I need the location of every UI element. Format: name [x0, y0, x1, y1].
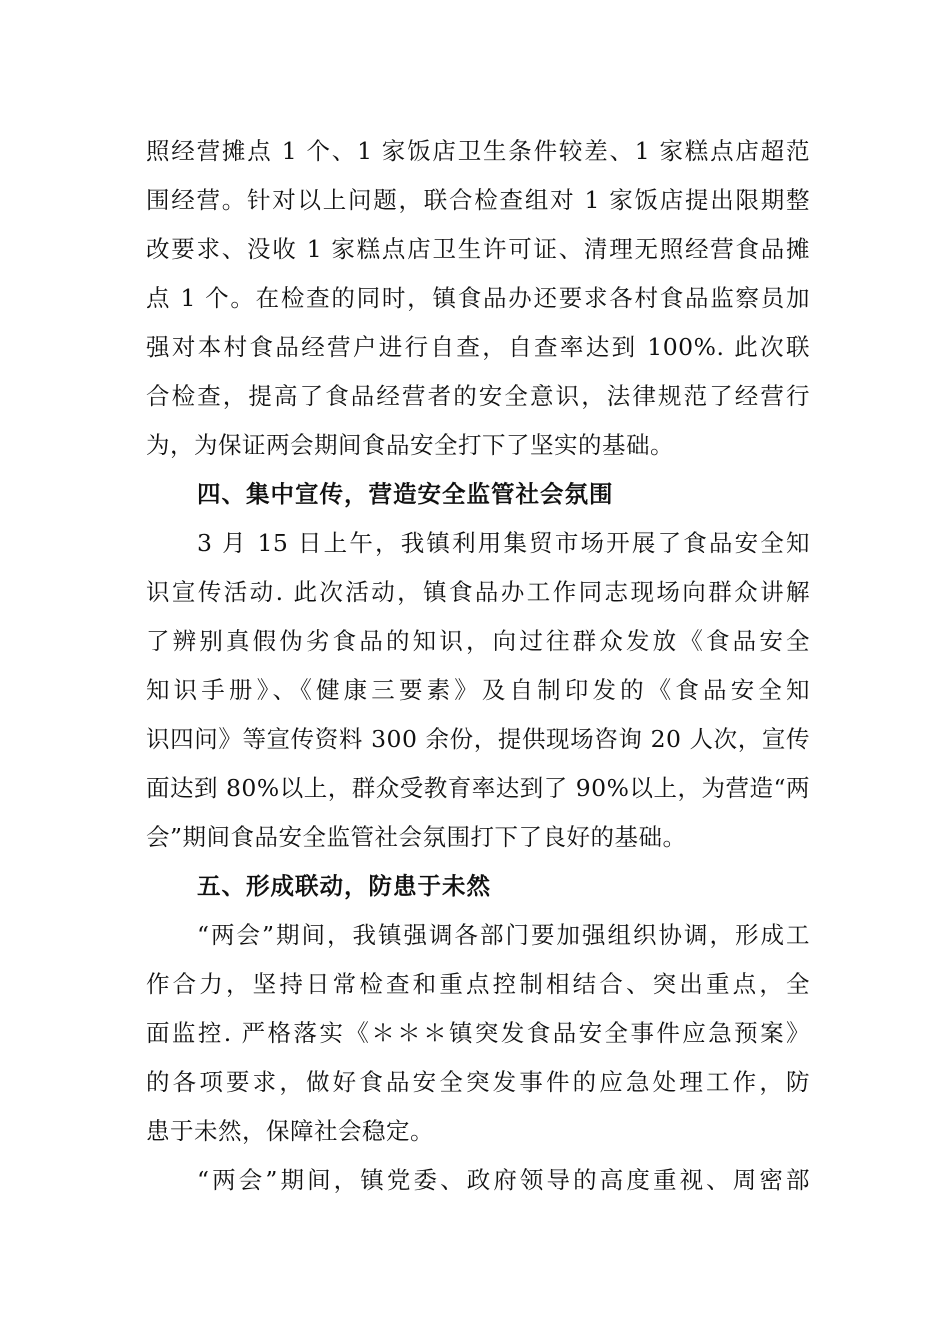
text-line: 为，为保证两会期间食品安全打下了坚实的基础。 [146, 431, 674, 459]
paragraph-publicity [146, 519, 810, 862]
text-line: 3 月 15 日上午，我镇利用集贸市场开展了食品安全知 [197, 529, 810, 557]
text-line: 会”期间食品安全监管社会氛围打下了良好的基础。 [146, 823, 687, 851]
text-line: 合检查，提高了食品经营者的安全意识，法律规范了经营行 [146, 382, 810, 410]
text-line: 照经营摊点 1 个、1 家饭店卫生条件较差、1 家糕点店超范 [146, 137, 810, 165]
text-line: 改要求、没收 1 家糕点店卫生许可证、清理无照经营食品摊 [146, 235, 810, 263]
section-heading-publicity: 四、集中宣传，营造安全监管社会氛围 [197, 480, 614, 508]
text-line: 了辨别真假伪劣食品的知识，向过往群众发放《食品安全 [146, 627, 810, 655]
text-line: 知识手册》、《健康三要素》及自制印发的《食品安全知 [146, 676, 810, 704]
paragraph-linkage [146, 911, 810, 1156]
text-line: “两会”期间，镇党委、政府领导的高度重视、周密部 [197, 1166, 810, 1194]
text-line: 面达到 80%以上，群众受教育率达到了 90%以上，为营造“两 [146, 774, 810, 802]
section-heading-linkage: 五、形成联动，防患于未然 [197, 872, 491, 900]
text-line: 识四问》等宣传资料 300 余份，提供现场咨询 20 人次，宣传 [146, 725, 810, 753]
paragraph-summary [146, 1156, 810, 1205]
text-line: 强对本村食品经营户进行自查，自查率达到 100%. 此次联 [146, 333, 810, 361]
text-line: 作合力，坚持日常检查和重点控制相结合、突出重点，全 [146, 970, 810, 998]
text-line: 面监控. 严格落实《＊＊＊镇突发食品安全事件应急预案》 [146, 1019, 810, 1047]
text-line: “两会”期间，我镇强调各部门要加强组织协调，形成工 [197, 921, 810, 949]
text-line: 点 1 个。在检查的同时，镇食品办还要求各村食品监察员加 [146, 284, 810, 312]
text-line: 患于未然，保障社会稳定。 [146, 1117, 434, 1145]
text-line: 围经营。针对以上问题，联合检查组对 1 家饭店提出限期整 [146, 186, 810, 214]
document-page [146, 127, 810, 1205]
text-line: 识宣传活动. 此次活动，镇食品办工作同志现场向群众讲解 [146, 578, 810, 606]
paragraph-inspection-results [146, 127, 810, 470]
text-line: 的各项要求，做好食品安全突发事件的应急处理工作，防 [146, 1068, 810, 1096]
